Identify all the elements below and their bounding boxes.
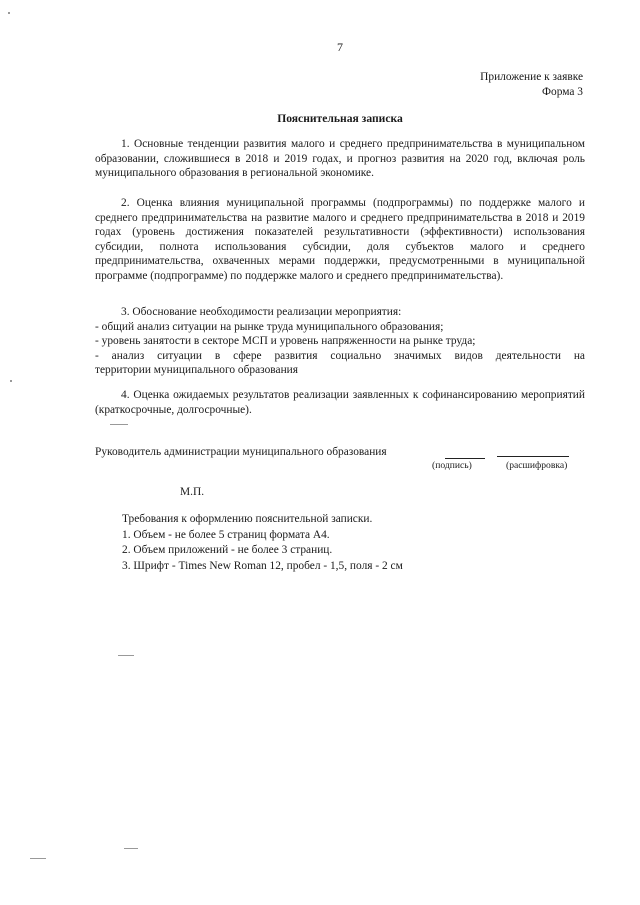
- section-3-item: территории муниципального образования: [95, 364, 299, 377]
- signature-caption: (подпись): [432, 460, 472, 471]
- requirement-item: 2. Объем приложений - не более 3 страниц.: [122, 544, 333, 556]
- head-signature-label: Руководитель администрации муниципального образования: [95, 446, 387, 458]
- scan-speck: [118, 655, 134, 656]
- scan-speck: [124, 848, 138, 849]
- section-1: [95, 137, 585, 181]
- page-number: 7: [337, 40, 343, 54]
- section-2-text: 2. Оценка влияния муниципальной программы (подпрограммы) по поддержке малого и среднего предпринимательства на развитие малого и среднего предпринимательства в 2018 и 2019 годах (уровень достижения показателей результативности (эффективности) использования субсидии, полнота использования субсидии, доля субъектов малого и среднего предпринимательства, охваченных мерами поддержки, предусмотренными в муниципальной программе (подпрограмме) по поддержке малого и среднего предпринимательства).: [95, 197, 585, 282]
- requirements-block: [122, 512, 403, 574]
- requirement-item: 3. Шрифт - Times New Roman 12, пробел - 1,5, поля - 2 см: [122, 559, 403, 572]
- document-title: Пояснительная записка: [277, 112, 403, 125]
- signature-line: [445, 458, 485, 459]
- scan-speck: [110, 424, 128, 425]
- appendix-label: [480, 70, 583, 101]
- section-1-text: 1. Основные тенденции развития малого и среднего предпринимательства в муниципальном образовании, сложившиеся в 2018 и 2019 годах, и прогноз развития на 2020 год, включая роль муниципального образования в региональной экономике.: [95, 138, 585, 180]
- scan-speck: [8, 12, 10, 14]
- scan-speck: [10, 380, 12, 382]
- appendix-line-2: Форма 3: [542, 86, 583, 99]
- section-3-item: - уровень занятости в секторе МСП и уровень напряженности на рынке труда;: [95, 335, 476, 348]
- decoding-line: [497, 456, 569, 457]
- section-4-text: 4. Оценка ожидаемых результатов реализации заявленных к софинансированию мероприятий (краткосрочные, долгосрочные).: [95, 389, 585, 416]
- section-3: [95, 305, 585, 378]
- decoding-caption: (расшифровка): [506, 460, 568, 471]
- section-3-item: - общий анализ ситуации на рынке труда муниципального образования;: [95, 320, 444, 333]
- section-2: [95, 196, 585, 284]
- requirement-item: 1. Объем - не более 5 страниц формата А4.: [122, 528, 330, 541]
- section-3-item: - анализ ситуации в сфере развития социально значимых видов деятельности на: [95, 349, 585, 362]
- appendix-line-1: Приложение к заявке: [480, 71, 583, 83]
- scan-speck: [30, 858, 46, 859]
- stamp-label: М.П.: [180, 486, 205, 498]
- requirements-heading: Требования к оформлению пояснительной записки.: [122, 513, 373, 525]
- section-3-heading: 3. Обоснование необходимости реализации мероприятия:: [121, 306, 402, 318]
- section-4: [95, 388, 585, 417]
